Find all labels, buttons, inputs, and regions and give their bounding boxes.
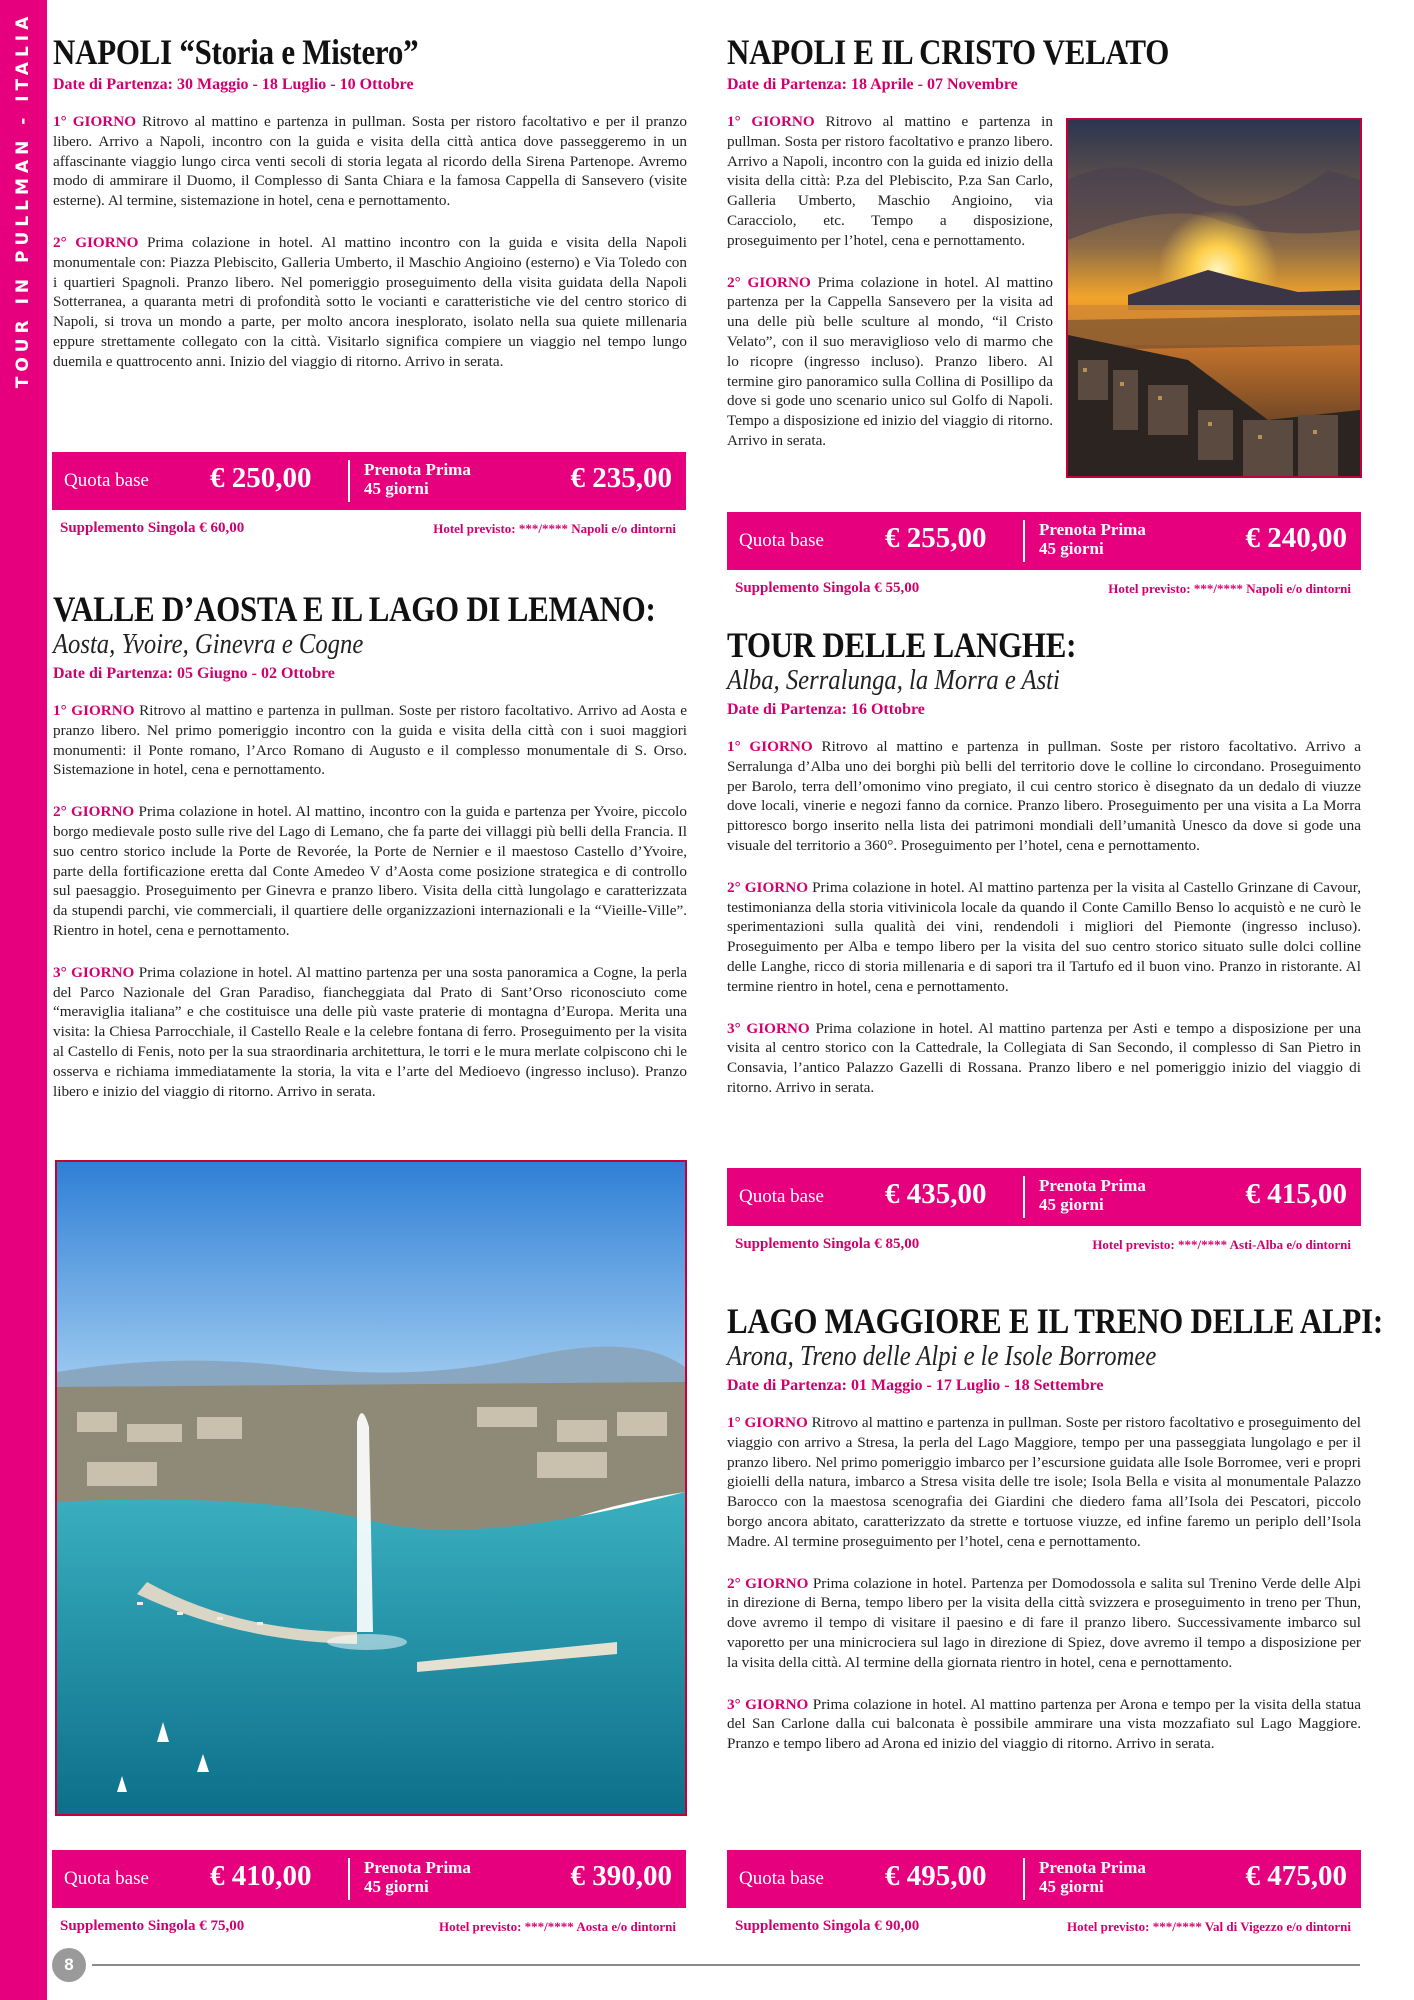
tour-subtitle: Alba, Serralunga, la Morra e Asti — [727, 665, 1060, 696]
price-bar — [52, 1850, 686, 1908]
quota-base-price: € 410,00 — [210, 1860, 312, 1892]
side-bar — [0, 0, 47, 2000]
naples-sunset-photo — [1066, 118, 1362, 478]
day-paragraph: 2° GIORNO Prima colazione in hotel. Al mattino incontro con la guida e visita della Napoli monumentale con: Piazza Plebiscito, Galleria Umberto, il Maschio Angioino (esterno) e Via Toledo con i quartieri Spagnoli. Pranzo libero. Nel pomeriggio proseguimento della visita guidata della Napoli Sotterranea, a quaranta metri di profondità sotto le vocianti e caratteristiche vie del centro storico di Napoli, si trova un mondo a parte, per molto ancora inesplorato, isolato nella sua quiete millenaria eppure strettamente collegato con la città. Visitarlo significa compiere un viaggio nel tempo lungo duemila e quattrocento anni. Inizio del viaggio di ritorno. Arrivo in serata. — [53, 233, 687, 370]
price-divider — [348, 460, 350, 502]
day-paragraph: 3° GIORNO Prima colazione in hotel. Al mattino partenza per una sosta panoramica a Cogne, la perla del Parco Nazionale del Gran Paradiso, fiancheggiata dal Prato di Sant’Orso riconosciuto come “meraviglia italiana” e che costituisce una delle più vaste praterie di montagna d’Europa. Merita una visita: la Chiesa Parrocchiale, il Castello Reale e la celebre fontana di ferro. Proseguimento per la visita al Castello di Fenis, noto per la sua straordinaria architettura, le torri e le mura merlate colpiscono chi le osserva e richiama immediatamente la storia, la vita e l’arte del Medioevo (ingresso incluso). Pranzo libero e inizio del viaggio di ritorno. Arrivo in serata. — [53, 963, 687, 1100]
tour-dates: Date di Partenza: 30 Maggio - 18 Luglio - 10 Ottobre — [53, 76, 414, 93]
supplemento-singola: Supplemento Singola € 55,00 — [735, 580, 920, 596]
price-bar — [727, 1850, 1361, 1908]
price-bar — [52, 452, 686, 510]
prenota-prima-price: € 235,00 — [570, 462, 672, 494]
tour-subtitle: Arona, Treno delle Alpi e le Isole Borromee — [727, 1341, 1157, 1372]
tour-title: NAPOLI E IL CRISTO VELATO — [727, 32, 1170, 72]
tour-langhe — [727, 625, 1361, 1120]
hotel-previsto: Hotel previsto: ***/**** Napoli e/o dintorni — [433, 521, 676, 536]
quota-base-label: Quota base — [64, 470, 149, 491]
page-number: 8 — [52, 1948, 86, 1982]
hotel-previsto: Hotel previsto: ***/**** Val di Vigezzo e/o dintorni — [1067, 1919, 1351, 1934]
supplemento-singola: Supplemento Singola € 60,00 — [60, 520, 245, 536]
tour-dates: Date di Partenza: 05 Giugno - 02 Ottobre — [53, 665, 335, 682]
prenota-prima-price: € 240,00 — [1245, 522, 1347, 554]
tour-dates: Date di Partenza: 01 Maggio - 17 Luglio - 18 Settembre — [727, 1377, 1104, 1394]
prenota-prima-price: € 475,00 — [1245, 1860, 1347, 1892]
quota-base-price: € 255,00 — [885, 522, 987, 554]
quota-base-label: Quota base — [64, 1868, 149, 1889]
prenota-prima-label: Prenota Prima 45 giorni — [364, 1858, 471, 1896]
hotel-previsto: Hotel previsto: ***/**** Asti-Alba e/o dintorni — [1092, 1237, 1351, 1252]
quota-base-price: € 495,00 — [885, 1860, 987, 1892]
tour-napoli-storia — [53, 32, 687, 394]
quota-base-label: Quota base — [739, 530, 824, 551]
prenota-prima-label: Prenota Prima 45 giorni — [1039, 1858, 1146, 1896]
side-bar-label: TOUR IN PULLMAN - ITALIA — [13, 11, 33, 389]
day-paragraph: 1° GIORNO Ritrovo al mattino e partenza in pullman. Soste per ristoro facoltativo e proseguimento del viaggio con arrivo a Stresa, la perla del Lago Maggiore, tempo per una passeggiata lungolago e per il pranzo libero. Nel primo pomeriggio imbarco per l’escursione guidata alle Isole Borromee, veri e propri gioielli della natura, imbarco a Stresa visita delle tre isole; Isola Bella e visita al monumentale Palazzo Barocco con la maestosa scenografia dei Giardini che diedero fama all’Isola dei Pescatori, piccolo borgo ancora abitato, caratterizzato da strette e tortuose viuzze, ed infine faremo un periplo dell’Isola Madre. Al termine proseguimento per l’hotel, cena e pernottamento. — [727, 1414, 1361, 1550]
price-divider — [1023, 520, 1025, 562]
tour-dates: Date di Partenza: 18 Aprile - 07 Novembre — [727, 76, 1018, 93]
supplemento-singola: Supplemento Singola € 90,00 — [735, 1918, 920, 1934]
quota-base-label: Quota base — [739, 1186, 824, 1207]
prenota-prima-price: € 390,00 — [570, 1860, 672, 1892]
supplement-row — [727, 1236, 1361, 1256]
day-paragraph: 1° GIORNO Ritrovo al mattino e partenza in pullman. Sosta per ristoro facoltativo e per il pranzo libero. Arrivo a Napoli, incontro con la guida e visita della città antica dove passeggeremo in un affascinante viaggio lungo circa venti secoli di storia legata al ricordo della Sirena Partenope. Avremo modo di ammirare il Duomo, il Complesso di Santa Chiara e la famosa Cappella di Sansevero (visite esterne). Al termine, sistemazione in hotel, cena e pernottamento. — [53, 113, 687, 210]
geneva-lake-photo — [55, 1160, 687, 1816]
tour-subtitle: Aosta, Yvoire, Ginevra e Cogne — [53, 629, 364, 660]
quota-base-price: € 435,00 — [885, 1178, 987, 1210]
hotel-previsto: Hotel previsto: ***/**** Aosta e/o dintorni — [438, 1919, 676, 1934]
quota-base-label: Quota base — [739, 1868, 824, 1889]
tour-title: TOUR DELLE LANGHE: — [727, 625, 1077, 665]
supplement-row — [52, 520, 686, 540]
supplement-row — [52, 1918, 686, 1938]
price-divider — [1023, 1858, 1025, 1900]
tour-dates: Date di Partenza: 16 Ottobre — [727, 701, 925, 718]
day-paragraph: 2° GIORNO Prima colazione in hotel. Partenza per Domodossola e salita sul Trenino Verde delle Alpi in direzione di Berna, tempo libero per la visita della città svizzera e proseguimento in treno per Thun, dove avremo il tempo di visitare il paesino e di fare il pranzo libero. Successivamente imbarco sul vaporetto per una minicrociera sul lago in direzione di Spiez, dove avremo il tempo a disposizione per la visita della città. Al termine della giornata rientro in hotel, cena e pernottamento. — [727, 1574, 1361, 1671]
day-paragraph: 1° GIORNO Ritrovo al mattino e partenza in pullman. Sosta per ristoro facoltativo e pranzo libero. Arrivo a Napoli, incontro con la guida ed inizio della visita della città: P.za del Plebiscito, P.za San Carlo, Galleria Umberto, Maschio Angioino, via Caracciolo, etc. Tempo a disposizione, proseguimento per l’hotel, cena e pernottamento. — [727, 113, 1053, 249]
tour-lago-maggiore — [727, 1301, 1383, 1776]
day-paragraph: 2° GIORNO Prima colazione in hotel. Al mattino partenza per la visita al Castello Grinzane di Cavour, testimonianza della storia vitivinicola locale da quando il Conte Camillo Benso lo acquistò e ne curò le sperimentazioni sulla qualità dei vini, rendendoli i migliori del Piemonte (ingresso incluso). Proseguimento per Alba e tempo libero per la visita del suo centro storico situato sulle dolci colline delle Langhe, ricco di storia millenaria e di sapori tra il Tartufo ed il buon vino. Pranzo in ristorante. Al termine rientro in hotel, cena e pernottamento. — [727, 878, 1361, 995]
prenota-prima-price: € 415,00 — [1245, 1178, 1347, 1210]
supplement-row — [727, 580, 1361, 600]
hotel-previsto: Hotel previsto: ***/**** Napoli e/o dintorni — [1108, 581, 1351, 596]
tour-title: VALLE D’AOSTA E IL LAGO DI LEMANO: — [53, 589, 656, 629]
day-paragraph: 1° GIORNO Ritrovo al mattino e partenza in pullman. Soste per ristoro facoltativo. Arrivo ad Aosta e pranzo libero. Nel primo pomeriggio incontro con la guida e visita della città con i suoi maggiori monumenti: il Ponte romano, l’Arco Romano di Augusto e il complesso monumentale di S. Orso. Sistemazione in hotel, cena e pernottamento. — [53, 702, 687, 779]
tour-valle-aosta — [53, 589, 687, 1123]
day-paragraph: 2° GIORNO Prima colazione in hotel. Al mattino, incontro con la guida e partenza per Yvoire, piccolo borgo medievale posto sulle rive del Lago di Lemano, che fa parte dei villaggi più belli della Francia. Il suo centro storico include la Porte de Revorée, la Porte de Nernier e il maestoso Castello d’Yvoire, parte della fortificazione eretta dal Conte Amedeo V d’Aosta come posizione strategica e di controllo sul paesaggio. Proseguimento per Ginevra e pranzo libero. Visita della città lungolago e caratterizzata da stupendi parchi, vie commerciali, il quartiere delle organizzazioni internazionali e la “Vieille-Ville”. Rientro in hotel, cena e pernottamento. — [53, 803, 687, 939]
prenota-prima-label: Prenota Prima 45 giorni — [1039, 520, 1146, 558]
supplemento-singola: Supplemento Singola € 75,00 — [60, 1918, 245, 1934]
footer-divider — [92, 1964, 1360, 1966]
price-divider — [348, 1858, 350, 1900]
quota-base-price: € 250,00 — [210, 462, 312, 494]
tour-title: NAPOLI “Storia e Mistero” — [53, 32, 419, 72]
supplement-row — [727, 1918, 1361, 1938]
price-divider — [1023, 1176, 1025, 1218]
price-bar — [727, 512, 1361, 570]
prenota-prima-label: Prenota Prima 45 giorni — [1039, 1176, 1146, 1214]
tour-title: LAGO MAGGIORE E IL TRENO DELLE ALPI: — [727, 1301, 1383, 1341]
price-bar — [727, 1168, 1361, 1226]
day-paragraph: 1° GIORNO Ritrovo al mattino e partenza in pullman. Soste per ristoro facoltativo. Arrivo a Serralunga d’Alba uno dei borghi più belli del territorio dove le colline lo circondano. Proseguimento per Barolo, terra dell’omonimo vino pregiato, il cui centro storico è disegnato da un dedalo di viuzze dove locali, vinerie e negozi fanno da cornice. Pranzo libero. Proseguimento per una visita a La Morra pittoresco borgo inserito nella lista dei patrimoni mondiali dell’umanità Unesco da dove si gode una visuale del territorio a 360°. Proseguimento per l’hotel, cena e pernottamento. — [727, 738, 1361, 854]
day-paragraph: 3° GIORNO Prima colazione in hotel. Al mattino partenza per Asti e tempo a disposizione per una visita al centro storico con la Cattedrale, la Collegiata di San Secondo, il complesso di San Pietro in Consavia, l’antico Palazzo Gazelli di Rossana. Pranzo libero e nel pomeriggio inizio del viaggio di ritorno. Arrivo in serata. — [727, 1019, 1361, 1096]
supplemento-singola: Supplemento Singola € 85,00 — [735, 1236, 920, 1252]
prenota-prima-label: Prenota Prima 45 giorni — [364, 460, 471, 498]
day-paragraph: 2° GIORNO Prima colazione in hotel. Al mattino partenza per la Cappella Sansevero per la visita ad una delle più belle sculture al mondo, “il Cristo Velato”, con il suo meraviglioso velo di marmo che lo ricopre (ingresso incluso). Pranzo libero. Al termine giro panoramico sulla Collina di Posillipo da dove si gode uno scenario unico sul Golfo di Napoli. Tempo a disposizione ed inizio del viaggio di ritorno. Arrivo in serata. — [727, 273, 1053, 449]
day-paragraph: 3° GIORNO Prima colazione in hotel. Al mattino partenza per Arona e tempo per la visita della statua del San Carlone dalla cui balconata è possibile ammirare una vista mozzafiato sul Lago Maggiore. Pranzo e tempo libero ad Arona ed inizio del viaggio di ritorno. Arrivo in serata. — [727, 1695, 1361, 1753]
